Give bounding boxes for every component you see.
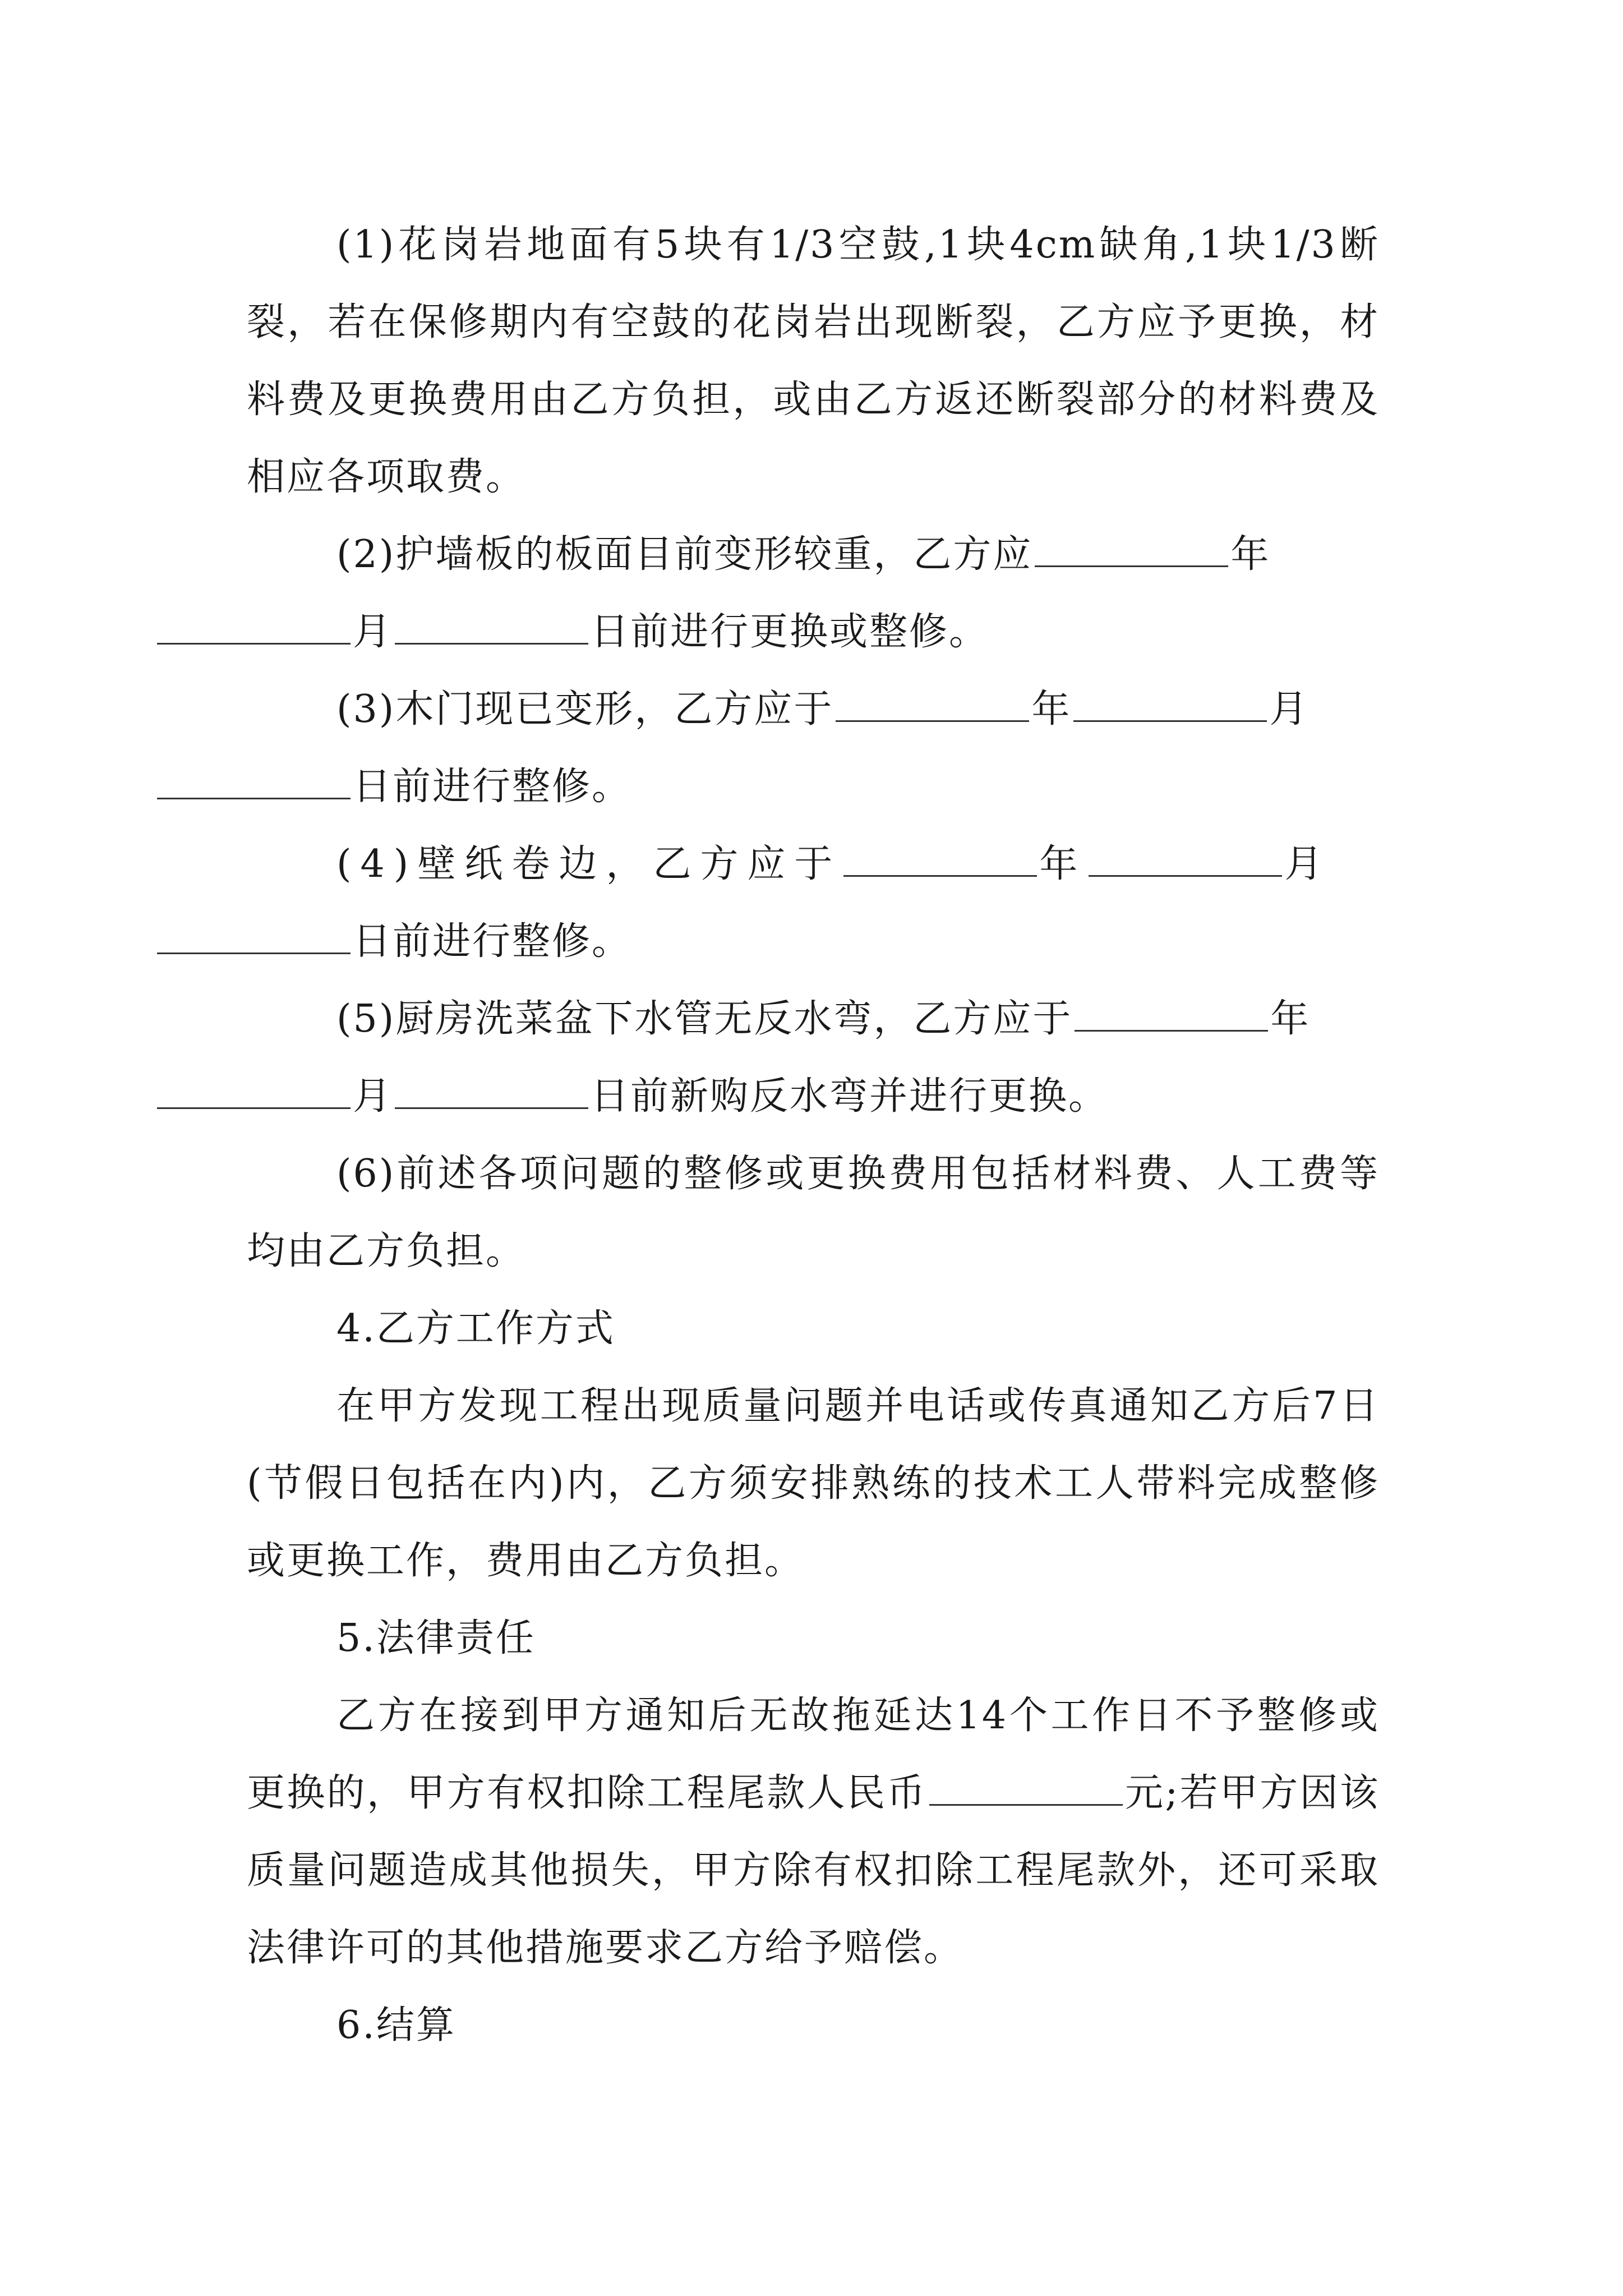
- month-label: 月: [1269, 687, 1310, 731]
- paragraph-text: (4)壁纸卷边，乙方应于: [336, 842, 842, 886]
- document-body: [247, 206, 1380, 2064]
- paragraph-item-1: [247, 206, 1380, 516]
- paragraph-text: (2)护墙板的板面目前变形较重，乙方应: [336, 532, 1033, 577]
- paragraph-item-6: [247, 1135, 1380, 1290]
- section-heading-5: 5.法律责任: [336, 1616, 536, 1660]
- fill-blank-year[interactable]: [1075, 1029, 1268, 1032]
- year-label: 年: [1230, 532, 1271, 577]
- fill-blank-year[interactable]: [836, 720, 1029, 722]
- month-label: 月: [353, 1074, 393, 1119]
- year-label: 年: [1270, 997, 1311, 1041]
- fill-blank-year[interactable]: [1035, 565, 1228, 567]
- paragraph-text: 在甲方发现工程出现质量问题并电话或传真通知乙方后7日(节假日包括在内)内，乙方须安排熟练的技术工人带料完成整修或更换工作，费用由乙方负担。: [247, 1384, 1380, 1583]
- fill-blank-amount[interactable]: [929, 1803, 1123, 1806]
- paragraph-text: (6)前述各项问题的整修或更换费用包括材料费、人工费等均由乙方负担。: [247, 1152, 1380, 1273]
- year-label: 年: [1031, 687, 1072, 731]
- paragraph-item-2: [247, 516, 1380, 671]
- paragraph-text: 乙方在接到甲方通知后无故拖延达14个工作日不予整修或更换的，甲方有权扣除工程尾款人民币: [247, 1694, 1380, 1815]
- month-label: 月: [1284, 842, 1332, 886]
- section-heading-6: 6.结算: [336, 2003, 456, 2047]
- fill-blank-month[interactable]: [1073, 720, 1267, 722]
- fill-blank-month[interactable]: [157, 1107, 351, 1109]
- paragraph-item-8: [247, 1677, 1380, 1987]
- fill-blank-day[interactable]: [395, 642, 588, 645]
- paragraph-text: 日前进行整修。: [353, 919, 632, 964]
- paragraph-text: 日前新购反水弯并进行更换。: [591, 1074, 1109, 1119]
- paragraph-item-4: [247, 826, 1380, 981]
- section-heading-4: 4.乙方工作方式: [336, 1306, 615, 1351]
- month-label: 月: [353, 610, 393, 654]
- paragraph-item-7: [247, 1368, 1380, 1600]
- paragraph-item-5: [247, 981, 1380, 1135]
- paragraph-item-3: [247, 671, 1380, 826]
- paragraph-text: (5)厨房洗菜盆下水管无反水弯，乙方应于: [336, 997, 1073, 1041]
- paragraph-text: 日前进行整修。: [353, 765, 632, 809]
- paragraph-text: (1)花岗岩地面有5块有1/3空鼓,1块4cm缺角,1块1/3断裂，若在保修期内有空鼓的花岗岩出现断裂，乙方应予更换，材料费及更换费用由乙方负担，或由乙方返还断裂部分的材料费及相应各项取费。: [247, 223, 1380, 499]
- paragraph-text: 日前进行更换或整修。: [591, 610, 989, 654]
- fill-blank-day[interactable]: [157, 797, 351, 799]
- paragraph-text: 元;若甲方因该质量问题造成其他损失，甲方除有权扣除工程尾款外，还可采取法律许可的其他措施要求乙方给予赔偿。: [247, 1771, 1380, 1970]
- fill-blank-month[interactable]: [1089, 875, 1282, 877]
- fill-blank-day[interactable]: [395, 1107, 588, 1109]
- fill-blank-year[interactable]: [843, 875, 1037, 877]
- year-label: 年: [1039, 842, 1087, 886]
- paragraph-text: (3)木门现已变形，乙方应于: [336, 687, 834, 731]
- fill-blank-day[interactable]: [157, 952, 351, 954]
- fill-blank-month[interactable]: [157, 642, 351, 645]
